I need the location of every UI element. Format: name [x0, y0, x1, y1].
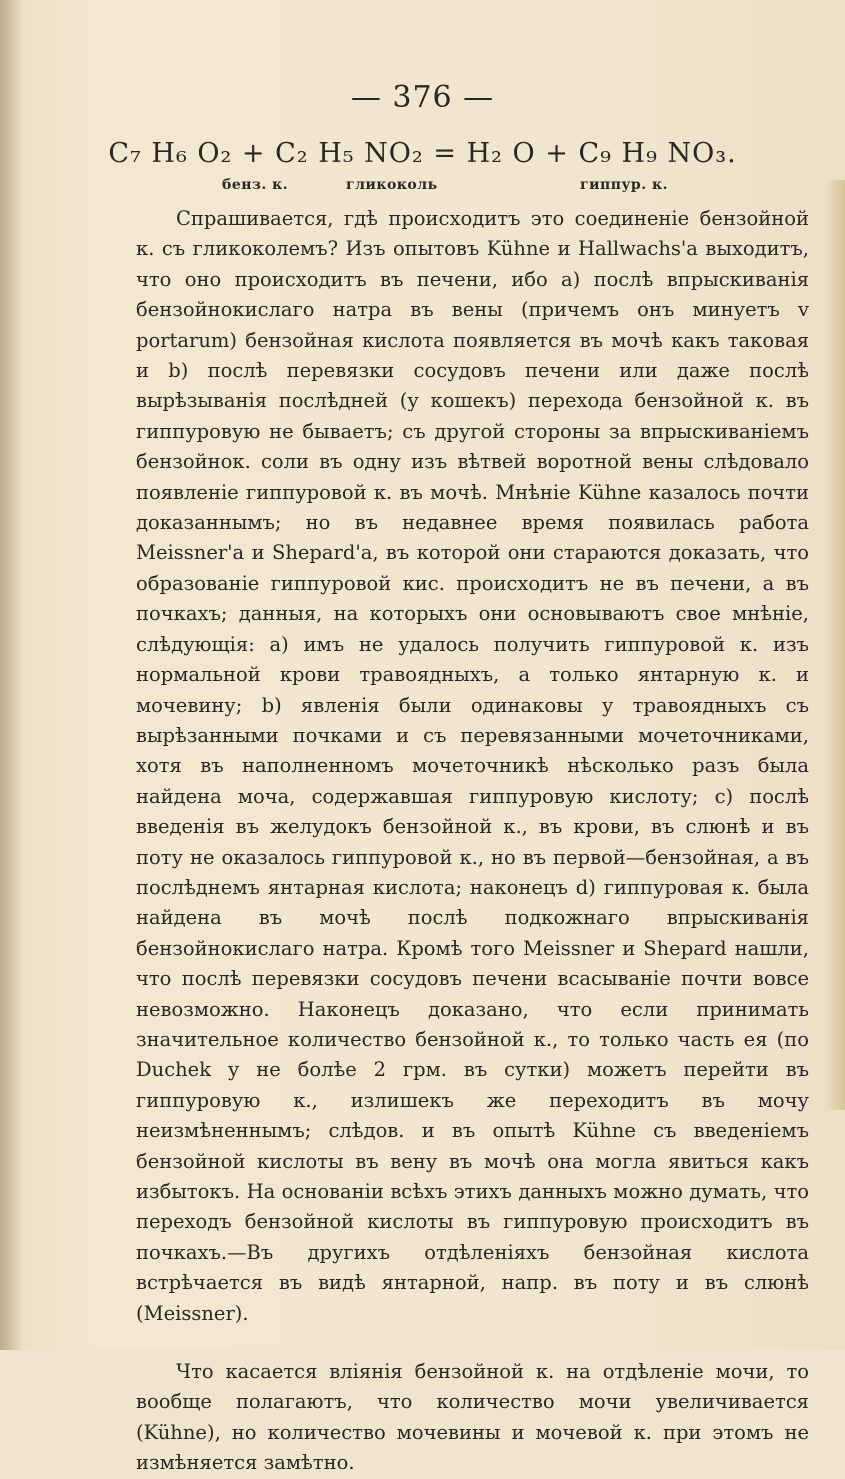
- formula-plus-sign: +: [241, 138, 266, 169]
- page-edge-stain: [825, 180, 845, 1110]
- chemical-formula: [0, 138, 845, 169]
- formula-label-hippuric: гиппур. к.: [580, 177, 668, 193]
- formula-plus-sign: +: [545, 138, 569, 169]
- paragraph: Спрашивается, гдѣ происходитъ это соединеніе бензойной к. съ гликоколемъ? Изъ опытовъ Kühne и Hallwachs'а выходитъ, что оно происходитъ въ печени, ибо a) послѣ впрыскиванія бензойнокислаго натра въ вены (причемъ онъ минуетъ v portarum) бензойная кислота появляется въ мочѣ какъ таковая и b) послѣ перевязки сосудовъ печени или даже послѣ вырѣзыванія послѣдней (у кошекъ) перехода бензойной к. въ гиппуровую не бываетъ; съ другой стороны за впрыскиваніемъ бензойнок. соли въ одну изъ вѣтвей воротной вены слѣдовало появленіе гиппуровой к. въ мочѣ. Мнѣніе Kühne казалось почти доказаннымъ; но въ недавнее время появилась работа Meissner'а и Shepard'а, въ которой они стараются доказать, что образованіе гиппуровой кис. происходитъ не въ печени, а въ почкахъ; данныя, на которыхъ они основываютъ свое мнѣніе, слѣдующія: a) имъ не удалось получить гиппуровой к. изъ нормальной крови травоядныхъ, а только янтарную к. и мочевину; b) явленія были одинаковы у травоядныхъ съ вырѣзанными почками и съ перевязанными мочеточниками, хотя въ наполненномъ мочеточникѣ нѣсколько разъ была найдена моча, содержавшая гиппуровую кислоту; c) послѣ введенія въ желудокъ бензойной к., въ крови, въ слюнѣ и въ поту не оказалось гиппуровой к., но въ первой—бензойная, а въ послѣднемъ янтарная кислота; наконецъ d) гиппуровая к. была найдена въ мочѣ послѣ подкожнаго впрыскиванія бензойнокислаго натра. Кромѣ того Meissner и Shepard нашли, что послѣ перевязки сосудовъ печени всасываніе почти вовсе невозможно. Наконецъ доказано, что если принимать значительное количество бензойной к., то только часть ея (по Duchek у не болѣе 2 грм. въ сутки) можетъ перейти въ гиппуровую к., излишекъ же переходитъ въ мочу неизмѣненнымъ; слѣдов. и въ опытѣ Kühne съ введеніемъ бензойной кислоты въ вену въ мочѣ она могла явиться какъ избытокъ. На основаніи всѣхъ этихъ данныхъ можно думать, что переходъ бензойной кислоты въ гиппуровую происходитъ въ почкахъ.—Въ другихъ отдѣленіяхъ бензойная кислота встрѣчается въ видѣ янтарной, напр. въ поту и въ слюнѣ (Meissner).: [136, 207, 809, 1325]
- formula-hippuric-acid: C₉ H₉ NO₃.: [578, 138, 737, 169]
- gutter-shadow: [0, 0, 22, 1350]
- body-text: [136, 204, 809, 1479]
- formula-label-glycocoll: гликоколь: [346, 177, 438, 193]
- formula-glycocoll: C₂ H₅ NO₂: [275, 138, 424, 169]
- formula-benzoic-acid: C₇ H₆ O₂: [108, 138, 233, 169]
- formula-label-benzoic: бенз. к.: [222, 177, 289, 193]
- formula-equals-sign: =: [433, 138, 457, 169]
- formula-labels: [0, 177, 845, 197]
- formula-water: H₂ O: [466, 138, 536, 169]
- page-number: — 376 —: [350, 80, 495, 115]
- paragraph: Что касается вліянія бензойной к. на отдѣленіе мочи, то вообще полагаютъ, что количество мочи увеличивается (Kühne), но количество мочевины и мочевой к. при этомъ не измѣняется замѣтно.: [136, 1360, 809, 1475]
